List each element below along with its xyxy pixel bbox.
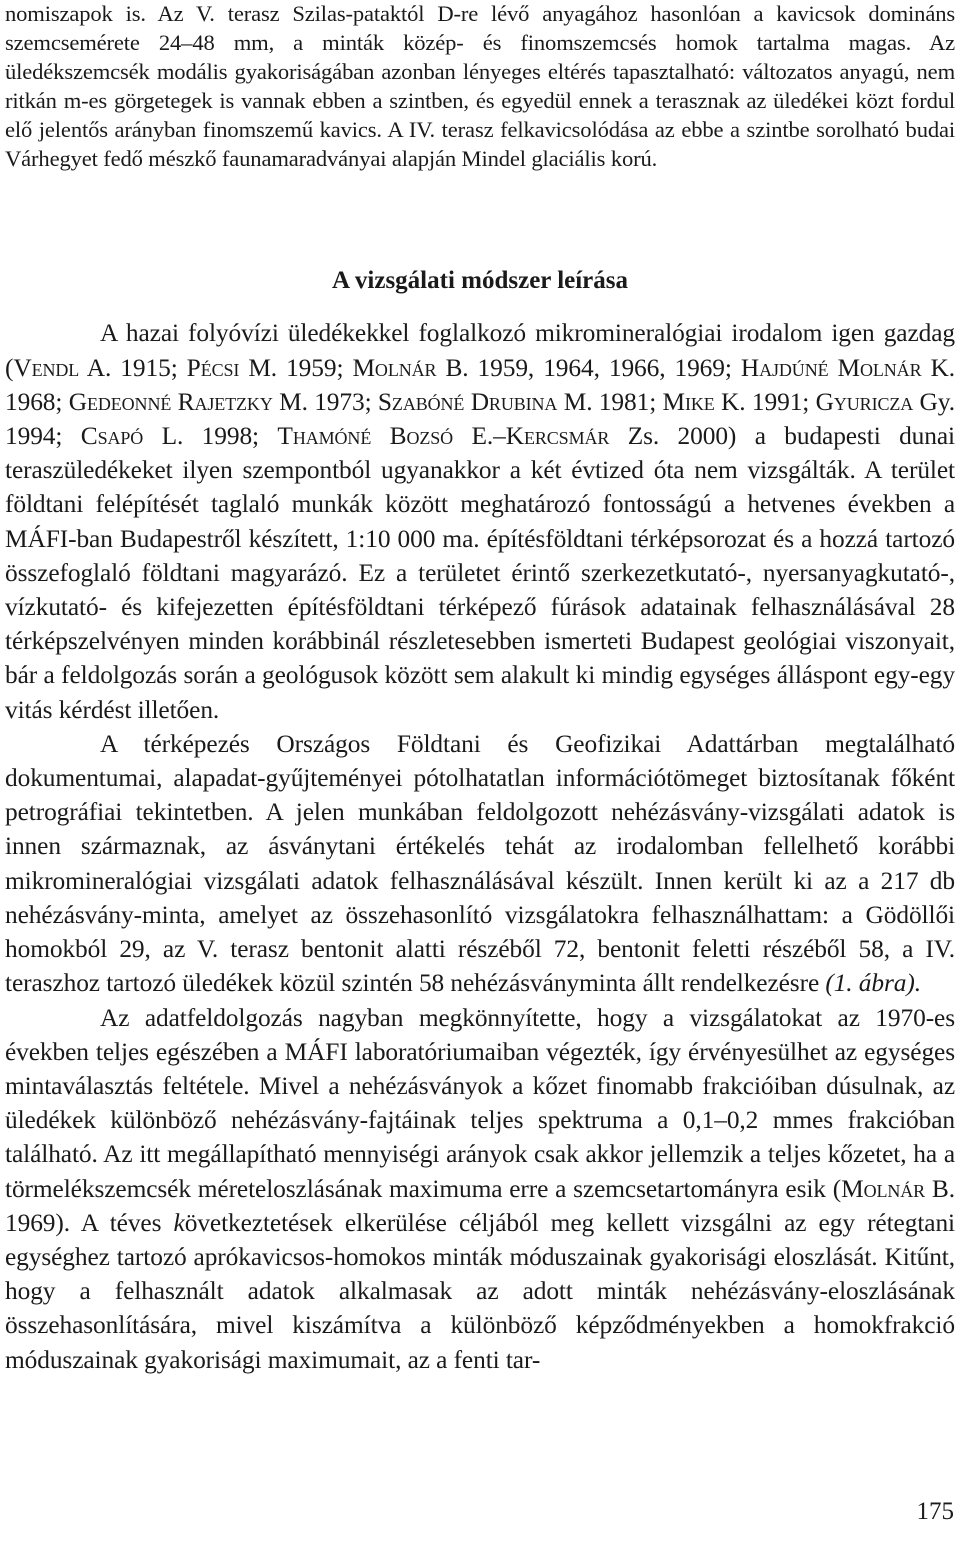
author-name: Vendl bbox=[13, 353, 80, 382]
author-name: Gyuricza bbox=[815, 387, 914, 416]
section-heading: A vizsgálati módszer leírása bbox=[331, 267, 629, 295]
body-paragraph-1: A hazai folyóvízi üledékekkel foglalkozó mikromineralógiai irodalom igen gazdag (Vendl A. 1915; Pécsi M. 1959; Molnár B. 1959, 1964, 1966, 1969; Hajdúné Molnár K. 1968; Gedeonné Rajetzky M. 1973; Szabóné Drubina M. 1981; Mike K. 1991; Gyuricza Gy. 1994; Csapó L. 1998; Thamóné Bozsó E.–Kercsmár Zs. 2000) a budapesti dunai teraszüledékeket ilyen szempontból ugyanakkor a két évtized óta nem vizsgálták. A terület földtani felépítését taglaló munkák között meghatározó fontosságú a hetvenes években a MÁFI-ban Budapestről készített, 1:10 000 ma. építésföldtani térképsorozat és a hozzá tartozó összefoglaló földtani magyarázó. Ez a területet érintő szerkezetkutató-, nyersanyagkutató-, vízkutató- és kifejezetten építésföldtani térképező fúrások adatainak felhasználásával 28 térképszelvényen minden korábbinál részletesebben ismerteti Budapest geológiai viszonyait, bár a feldolgozás során a geológusok között sem alakult ki mindig egységes álláspont egy-egy vitás kérdést illetően. bbox=[5, 319, 956, 724]
author-name: Molnár bbox=[841, 1174, 926, 1203]
author-name: Molnár bbox=[352, 353, 437, 382]
body-paragraph-2: A térképezés Országos Földtani és Geofizikai Adattárban megtalálható dokumentumai, alapadat-gyűjteményei pótolhatatlan információtömeget biztosítanak főként petrográfiai tekintetben. A jelen munkában feldolgozott nehézásvány-vizsgálati adatok is innen származnak, az ásványtani értékelés tehát az irodalomban fellelhető korábbi mikromineralógiai vizsgálati adatok felhasználásával készült. Innen került ki az a 217 db nehézásvány-minta, amelyet az összehasonlító vizsgálatokra felhasználhattam: a Gödöllői homokból 29, az V. terasz bentonit alatti részéből 72, bentonit feletti részéből 58, a IV. teraszhoz tartozó üledékek közül szintén 58 nehézásványminta állt rendelkezésre (1. ábra). bbox=[5, 729, 955, 998]
author-name: Csapó bbox=[80, 422, 144, 451]
page-number: 175 bbox=[916, 1498, 954, 1525]
body-paragraph-3: Az adatfeldolgozás nagyban megkönnyítette, hogy a vizsgálatokat az 1970-es években teljes egészében a MÁFI laboratóriumaiban végezték, így érvényesülhet az egységes mintaválasztás feltétele. Mivel a nehézásványok a kőzet finomabb frakcióiban dúsulnak, az üledékek különböző nehézásvány-fajtáinak teljes spektruma a 0,1–0,2 mmes frakcióban található. Az itt megállapítható mennyiségi arányok csak akkor jellemzik a teljes kőzetet, ha a törmelékszemcsék méreteloszlásának maximuma erre a szemcsetartományra esik (Molnár B. 1969). A téves következtetések elkerülése céljából meg kellett vizsgálni az egy rétegtani egységhez tartozó aprókavicsos-homokos minták móduszainak gyakorisági eloszlását. Kitűnt, hogy a felhasznált adatok alkalmasak az adott minták nehézásvány-eloszlásának összehasonlítására, mivel kiszámítva a különböző képződményekben a homokfrakció móduszainak gyakorisági maximumait, az a fenti tar- bbox=[5, 1003, 955, 1374]
intro-paragraph: nomiszapok is. Az V. terasz Szilas-pataktól D-re lévő anyagához hasonlóan a kavicsok domináns szemcsemérete 24–48 mm, a minták közép- és finomszemcsés homok tartalma magas. Az üledékszemcsék modális gyakoriságában azonban lényeges eltérés tapasztalható: változatos anyagú, nem ritkán m-es görgetegek is vannak ebben a szintben, és egyedül ennek a terasznak az üledékei közt fordul elő jelentős arányban finomszemű kavics. A IV. terasz felkavicsolódása az ebbe a szintbe sorolható budai Várhegyet fedő mészkő faunamaradványai alapján Mindel glaciális korú. bbox=[5, 1, 955, 171]
author-name: Hajdúné Molnár bbox=[740, 353, 922, 382]
author-name: Gedeonné Rajetzky bbox=[68, 387, 273, 416]
author-name: Mike bbox=[662, 387, 715, 416]
author-name: Szabóné Drubina bbox=[377, 387, 558, 416]
author-name: Pécsi bbox=[186, 353, 240, 382]
author-name: Thamóné Bozsó bbox=[277, 422, 454, 451]
document-page bbox=[5, 0, 955, 1377]
figure-reference: (1. ábra). bbox=[825, 969, 921, 998]
author-name: Kercsmár bbox=[505, 422, 610, 451]
